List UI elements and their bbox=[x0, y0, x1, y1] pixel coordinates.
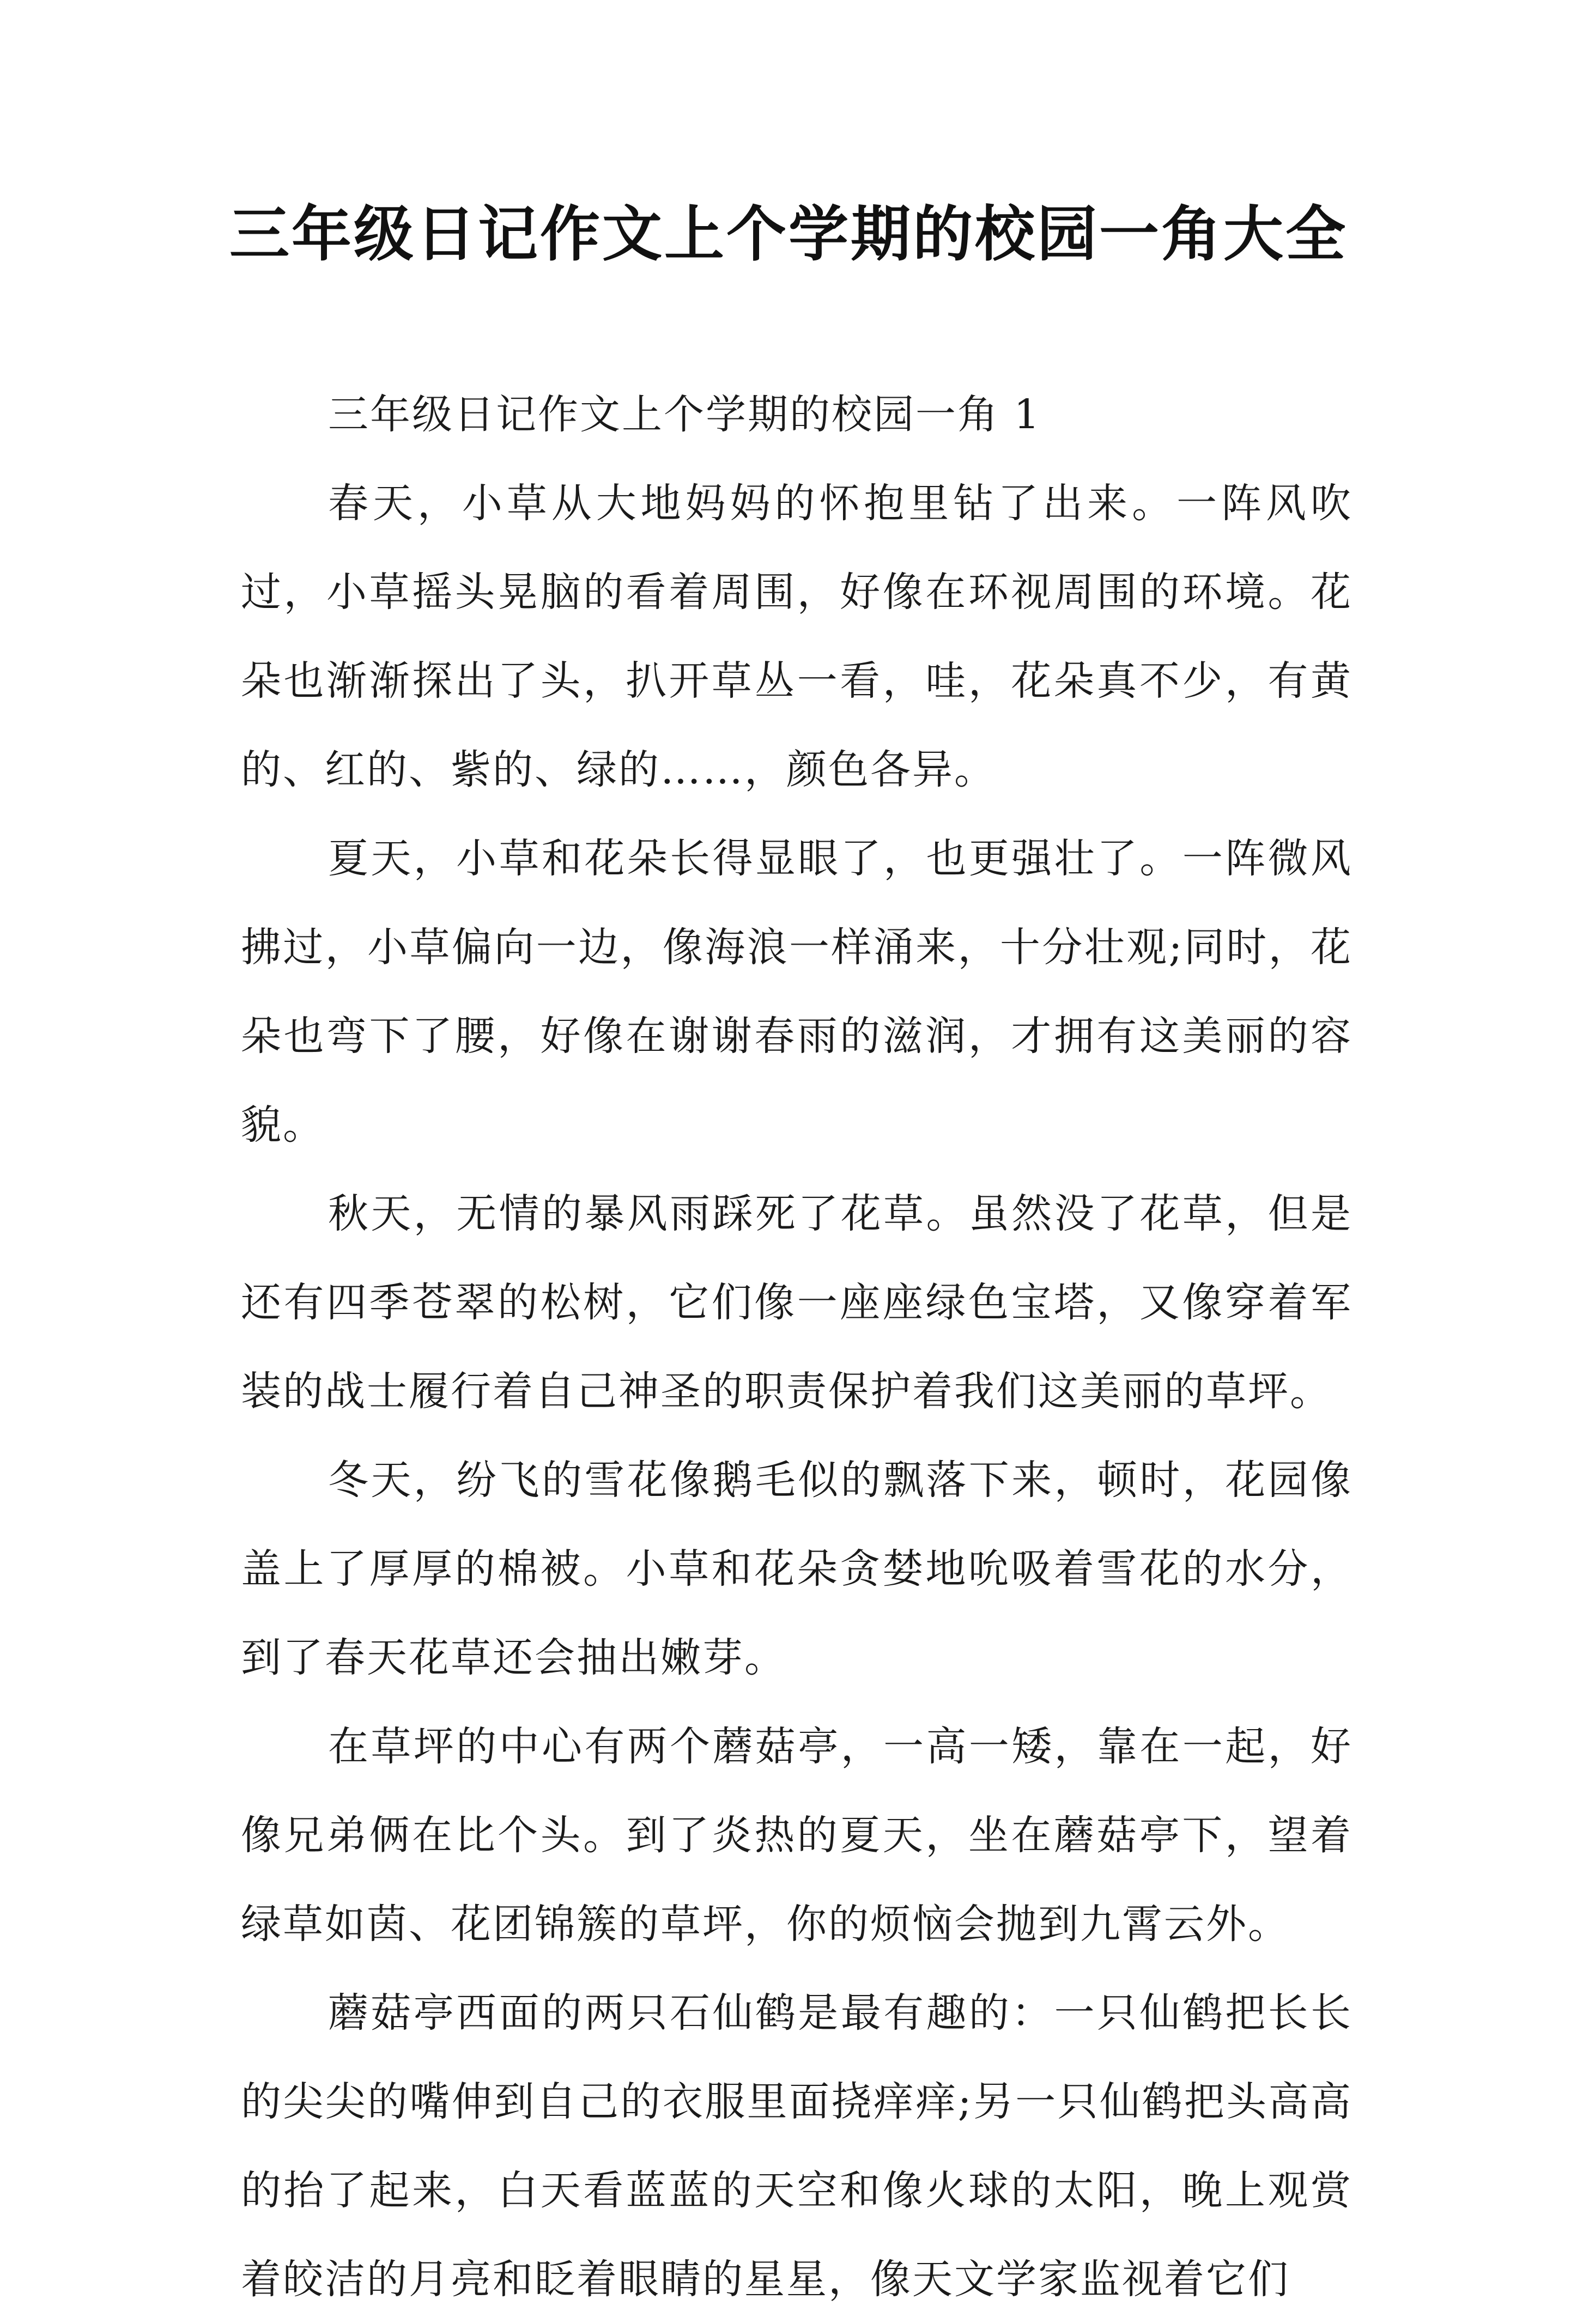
document-title: 三年级日记作文上个学期的校园一角大全 bbox=[229, 199, 1348, 269]
paragraph-summer: 夏天，小草和花朵长得显眼了，也更强壮了。一阵微风拂过，小草偏向一边，像海浪一样涌来，十分壮观;同时，花朵也弯下了腰，好像在谢谢春雨的滋润，才拥有这美丽的容貌。 bbox=[241, 835, 1352, 1148]
paragraph-stone-cranes: 蘑菇亭西面的两只石仙鹤是最有趣的：一只仙鹤把长长的尖尖的嘴伸到自己的衣服里面挠痒痒;另一只仙鹤把头高高的抬了起来，白天看蓝蓝的天空和像火球的太阳，晚上观赏着皎洁的月亮和眨着眼睛的星星，像天文学家监视着它们 bbox=[241, 1990, 1352, 2303]
document-body bbox=[241, 370, 1352, 2324]
paragraph-autumn: 秋天，无情的暴风雨踩死了花草。虽然没了花草，但是还有四季苍翠的松树，它们像一座座绿色宝塔，又像穿着军装的战士履行着自己神圣的职责保护着我们这美丽的草坪。 bbox=[241, 1190, 1352, 1415]
section-heading: 三年级日记作文上个学期的校园一角 1 bbox=[328, 391, 1041, 438]
paragraph-winter: 冬天，纷飞的雪花像鹅毛似的飘落下来，顿时，花园像盖上了厚厚的棉被。小草和花朵贪婪地吮吸着雪花的水分，到了春天花草还会抽出嫩芽。 bbox=[241, 1457, 1352, 1681]
paragraph-spring: 春天，小草从大地妈妈的怀抱里钻了出来。一阵风吹过，小草摇头晃脑的看着周围，好像在环视周围的环境。花朵也渐渐探出了头，扒开草丛一看，哇，花朵真不少，有黄的、红的、紫的、绿的……，颜色各异。 bbox=[241, 480, 1352, 793]
paragraph-mushroom-pavilion: 在草坪的中心有两个蘑菇亭，一高一矮，靠在一起，好像兄弟俩在比个头。到了炎热的夏天，坐在蘑菇亭下，望着绿草如茵、花团锦簇的草坪，你的烦恼会抛到九霄云外。 bbox=[241, 1723, 1352, 1948]
